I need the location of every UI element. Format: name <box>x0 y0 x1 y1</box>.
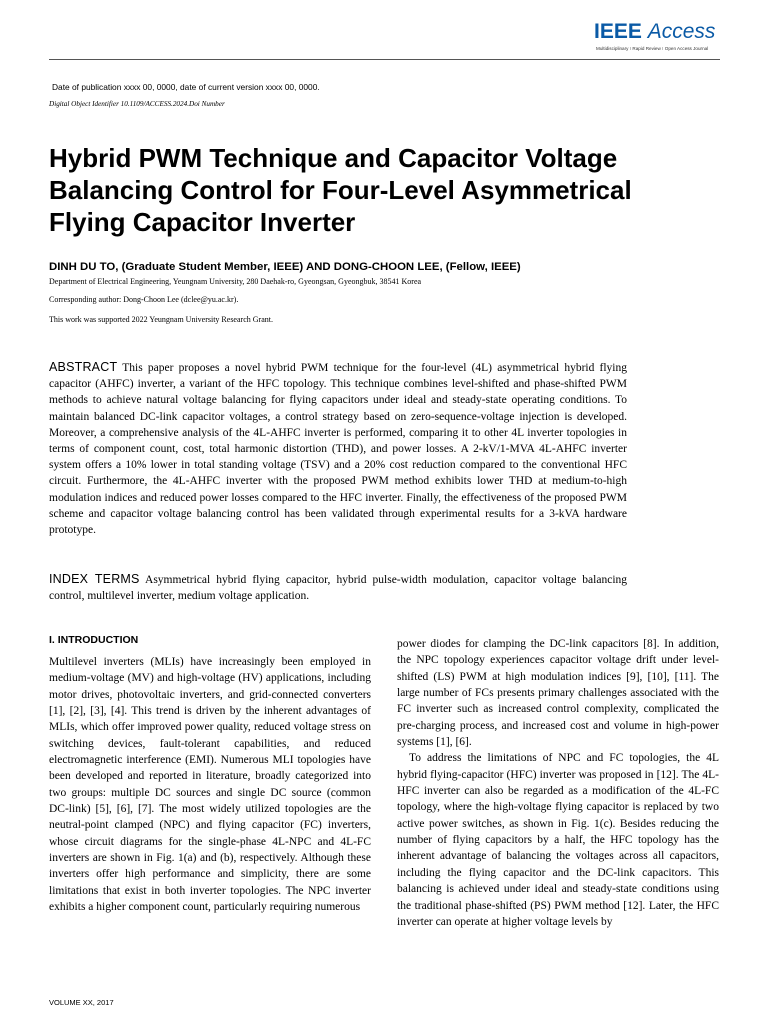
right-column <box>397 636 719 930</box>
paragraph: Multilevel inverters (MLIs) have increasingly been employed in medium-voltage (MV) and high-voltage (HV) applications, including motor drives, photovoltaic inverters, and grid-connected converters [1], [2], [3], [4]. This trend is driven by the inherent advantages of MLIs, which offer improved power quality, reduced voltage stress on switching devices, fault-tolerant capabilities, and reduced electromagnetic interference (EMI). Numerous MLI topologies have been developed and reported in literature, broadly categorized into two groups: multiple DC sources and single DC source (common DC-link) [5], [6], [7]. The most widely utilized topologies are the neutral-point clamped (NPC) and flying capacitor (FC) inverters, whose circuit diagrams for the single-phase 4L-NPC and 4L-FC inverters are shown in Fig. 1(a) and (b), respectively. Although these inverters offer high performance and simplicity, there are some limitations that exist in both inverter topologies. The NPC inverter exhibits a higher component count, particularly requiring numerous <box>49 656 371 914</box>
corresponding-author: Corresponding author: Dong-Choon Lee (dclee@yu.ac.kr). <box>49 295 239 304</box>
index-terms-label: INDEX TERMS <box>49 572 140 586</box>
abstract-text: This paper proposes a novel hybrid PWM technique for the four-level (4L) asymmetrical hybrid flying capacitor (AHFC) inverter, a variant of the HFC topology. This technique combines level-shifted and phase-shifted PWM methods to achieve natural voltage balancing for flying capacitors under ideal and steady-state operating conditions. To maintain balanced DC-link capacitor voltages, a control strategy based on zero-sequence-voltage injection is developed. Moreover, a comprehensive analysis of the 4L-AHFC inverter is performed, comparing it to other 4L inverter topologies in terms of component count, cost, total harmonic distortion (THD), and power losses. A 2-kV/1-MVA 4L-AHFC inverter system offers a 10% lower in total standing voltage (TSV) and a 20% cost reduction compared to the conventional HFC circuit. Furthermore, the 4L-AHFC inverter with the proposed PWM method exhibits lower THD at medium-to-high modulation indices and reduced power losses compared to the HFC inverter. Finally, the effectiveness of the proposed PWM scheme and capacitor voltage balancing control has been validated through experimental results for a 3-kVA hardware prototype. <box>49 362 627 537</box>
publication-date: Date of publication xxxx 00, 0000, date of current version xxxx 00, 0000. <box>52 82 320 92</box>
funding-note: This work was supported 2022 Yeungnam University Research Grant. <box>49 315 273 324</box>
index-terms-text: Asymmetrical hybrid flying capacitor, hybrid pulse-width modulation, capacitor voltage balancing control, multilevel inverter, medium voltage application. <box>49 574 628 603</box>
logo-ieee-text: IEEE <box>594 20 642 43</box>
page-footer: VOLUME XX, 2017 <box>49 998 114 1007</box>
paper-title <box>49 142 739 238</box>
logo-tagline: Multidisciplinary ⁝ Rapid Review ⁝ Open Access Journal <box>596 46 709 51</box>
logo-access-text: Access <box>647 20 716 43</box>
affiliation: Department of Electrical Engineering, Yeungnam University, 280 Daehak-ro, Gyeongsan, Gyeongbuk, 38541 Korea <box>49 277 422 286</box>
paragraph: To address the limitations of NPC and FC topologies, the 4L hybrid flying-capacitor (HFC) inverter was proposed in [12]. The 4L-HFC inverter can also be regarded as a modification of the 4L-FC topology, where the high-voltage flying capacitor is replaced by two active power switches, as shown in Fig. 1(c). Besides reducing the number of flying capacitors by a half, the HFC topology has the inherent advantage of balancing the voltages across all capacitors, including the flying capacitor and the DC-link capacitors. This balancing is achieved under ideal and steady-state conditions using the traditional phase-shifted (PS) PWM method [12]. Later, the HFC inverter can operate at higher voltage levels by <box>397 752 719 928</box>
left-column <box>49 654 371 916</box>
paragraph: power diodes for clamping the DC-link capacitors [8]. In addition, the NPC topology experiences capacitor voltage drift under level-shifted (LS) PWM at high modulation indices [9], [10], [11]. The large number of FCs presents primary challenges associated with the FC inverter such as increased control complexity, complicated the pre-charging process, and increased cost and volume in high-power systems [1], [6]. <box>397 638 719 749</box>
section-heading: I. INTRODUCTION <box>49 634 139 646</box>
title-line: Flying Capacitor Inverter <box>49 207 356 237</box>
ieee-access-logo <box>594 20 715 44</box>
abstract <box>49 359 627 538</box>
doi-line: Digital Object Identifier 10.1109/ACCESS.2024.Doi Number <box>49 100 225 108</box>
author-list: DINH DU TO, (Graduate Student Member, IEEE) AND DONG-CHOON LEE, (Fellow, IEEE) <box>49 261 521 273</box>
index-terms <box>49 571 627 604</box>
abstract-label: ABSTRACT <box>49 360 118 374</box>
header-divider <box>49 59 720 60</box>
title-line: Hybrid PWM Technique and Capacitor Voltage <box>49 143 618 173</box>
title-line: Balancing Control for Four-Level Asymmetrical <box>49 175 632 205</box>
